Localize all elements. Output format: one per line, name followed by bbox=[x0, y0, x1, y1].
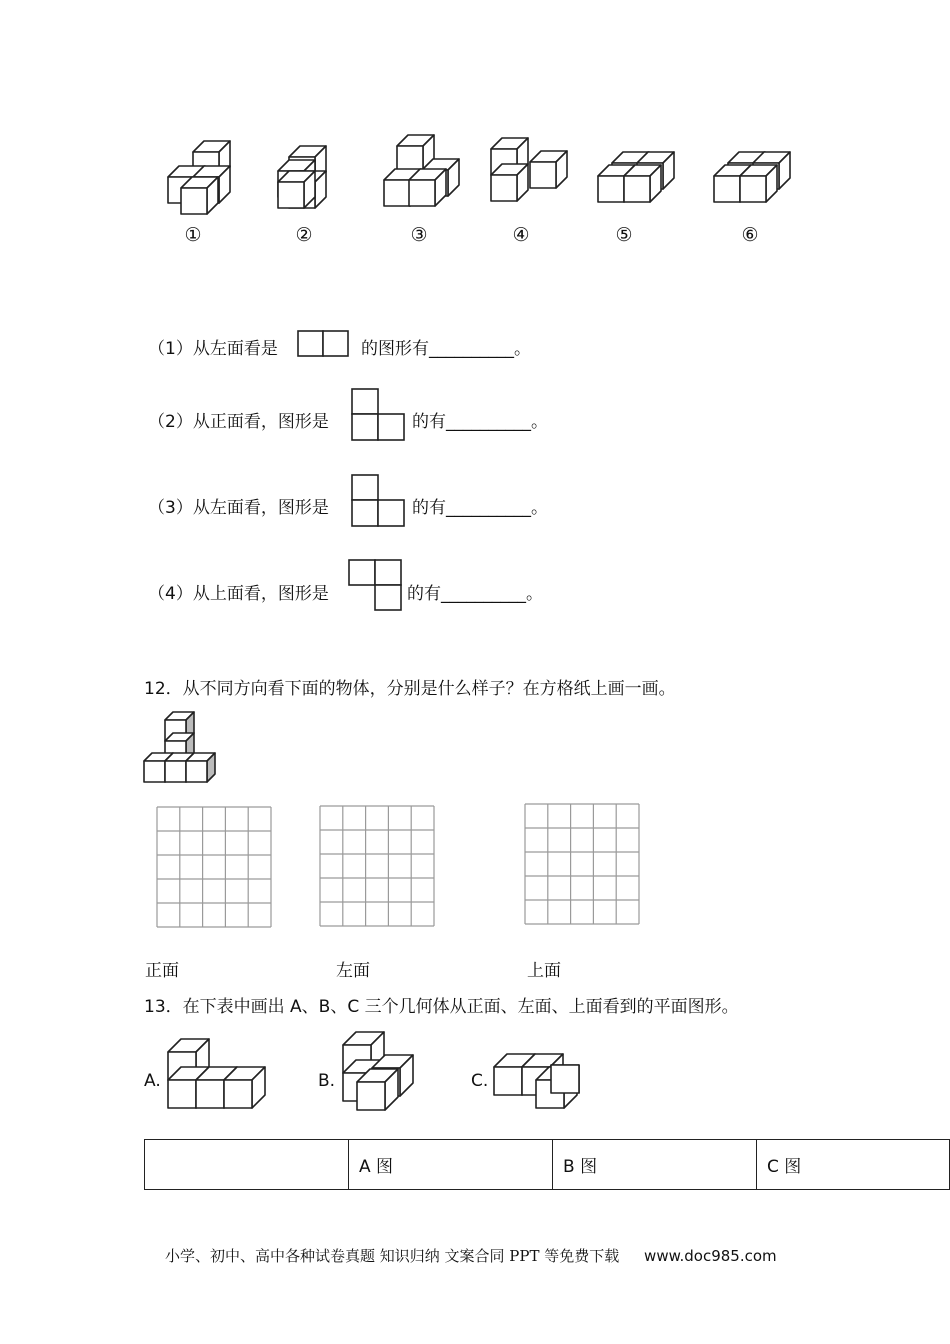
view-shape-l-upper-left-icon bbox=[351, 388, 407, 442]
q12-cube-figure bbox=[140, 708, 220, 788]
answer-table bbox=[144, 1139, 950, 1190]
q12-title: 12．从不同方向看下面的物体，分别是什么样子？在方格纸上画一画。 bbox=[144, 679, 676, 699]
q11-item-2-prefix: （2）从正面看，图形是 bbox=[148, 412, 329, 432]
q12-cube-5 bbox=[186, 753, 215, 782]
fig4-cube-2 bbox=[491, 164, 528, 201]
q13-title: 13．在下表中画出 A、B、C 三个几何体从正面、左面、上面看到的平面图形。 bbox=[144, 997, 739, 1017]
figure-label-5: ⑤ bbox=[615, 224, 633, 246]
fig3-cube-4 bbox=[409, 169, 446, 206]
figure-label-6: ⑥ bbox=[741, 224, 759, 246]
cube-figures-row bbox=[0, 0, 950, 260]
q13c-back-cube-1 bbox=[551, 1065, 579, 1093]
q11-item-3-suffix: 的有__________。 bbox=[412, 498, 548, 518]
figure-label-3: ③ bbox=[410, 224, 428, 246]
q13-cube-figures bbox=[0, 1020, 950, 1150]
grid-label-front: 正面 bbox=[145, 961, 179, 981]
fig6-cube-4 bbox=[740, 165, 777, 202]
q13b-cube-4 bbox=[357, 1069, 398, 1110]
grid-label-left: 左面 bbox=[336, 961, 370, 981]
fig1-cube-4 bbox=[181, 177, 218, 214]
fig4-cube-3 bbox=[530, 151, 567, 188]
q11-item-1-suffix: 的图形有__________。 bbox=[361, 339, 531, 359]
answer-table-header-blank[interactable] bbox=[145, 1140, 349, 1190]
figure-label-2: ② bbox=[295, 224, 313, 246]
q13a-cube-4 bbox=[224, 1067, 265, 1108]
q11-item-4-prefix: （4）从上面看，图形是 bbox=[148, 584, 329, 604]
view-shape-l-upper-left-icon-2 bbox=[351, 474, 407, 528]
view-shape-l-lower-right-icon bbox=[348, 559, 404, 613]
answer-table-header-a[interactable]: A 图 bbox=[349, 1140, 553, 1190]
fig5-cube-4 bbox=[624, 165, 661, 202]
q13-label-b: B. bbox=[318, 1071, 336, 1091]
q13-label-c: C. bbox=[471, 1071, 489, 1091]
answer-table-header-b[interactable]: B 图 bbox=[553, 1140, 757, 1190]
footer-text: 小学、初中、高中各种试卷真题 知识归纳 文案合同 PPT 等免费下载 bbox=[165, 1247, 620, 1265]
q11-item-3-prefix: （3）从左面看，图形是 bbox=[148, 498, 329, 518]
q11-item-1-prefix: （1）从左面看是 bbox=[148, 339, 278, 359]
footer-url[interactable]: www.doc985.com bbox=[644, 1247, 777, 1265]
grid-label-top: 上面 bbox=[527, 961, 561, 981]
view-shape-two-squares-icon bbox=[297, 330, 351, 358]
q11-item-4-suffix: 的有__________。 bbox=[407, 584, 543, 604]
q11-item-2-suffix: 的有__________。 bbox=[412, 412, 548, 432]
q13-label-a: A. bbox=[144, 1071, 161, 1091]
figure-label-4: ④ bbox=[512, 224, 530, 246]
fig2-cube-4 bbox=[278, 171, 315, 208]
figure-label-1: ① bbox=[184, 224, 202, 246]
footer bbox=[165, 1245, 777, 1266]
answer-table-header-row bbox=[145, 1140, 950, 1190]
answer-table-header-c[interactable]: C 图 bbox=[757, 1140, 950, 1190]
